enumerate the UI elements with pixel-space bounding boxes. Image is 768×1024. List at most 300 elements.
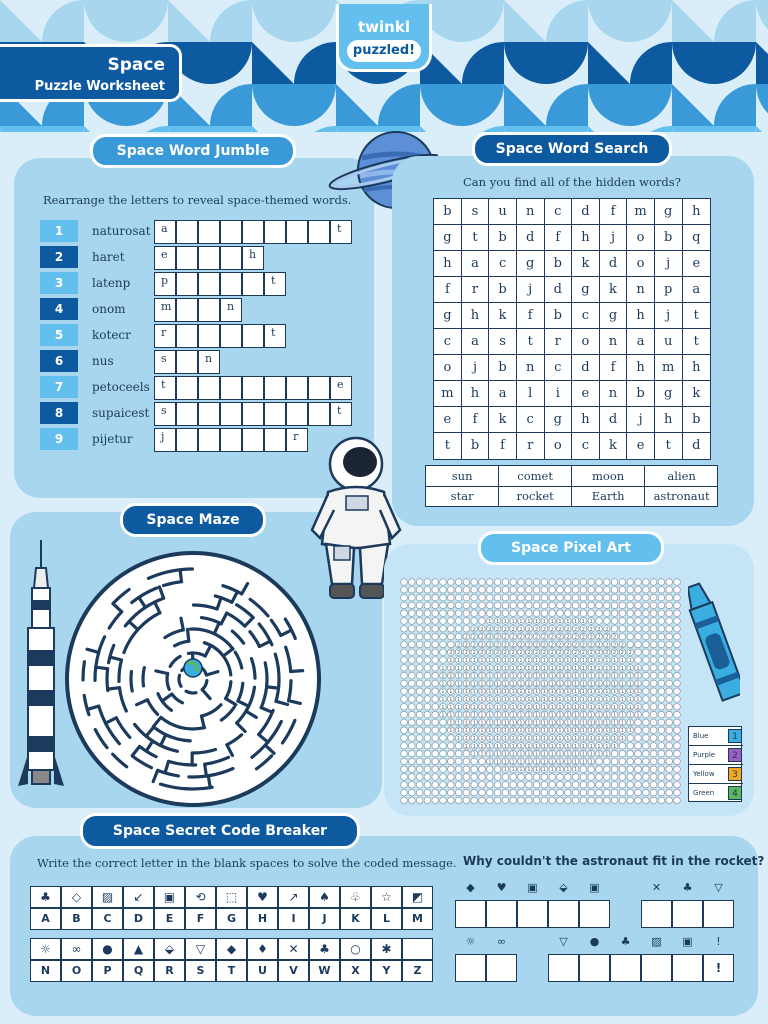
pixel-number: 1 [535,673,539,680]
jumble-answer-cell[interactable] [176,298,198,322]
code-symbol: ◩ [402,886,433,908]
wordsearch-letter[interactable]: k [600,277,628,303]
wordsearch-letter[interactable]: b [489,277,517,303]
pixel-number: 1 [511,658,515,664]
pixel-dot [432,579,439,586]
wordsearch-letter[interactable]: k [489,303,517,329]
jumble-answer-cell[interactable]: j [154,428,176,452]
wordsearch-letter[interactable]: b [462,433,490,459]
pixel-number: 1 [628,665,632,672]
wordsearch-letter[interactable]: h [572,225,600,251]
pixel-dot [471,579,478,586]
wordsearch-letter[interactable]: d [572,199,600,225]
pixel-dot [409,766,416,773]
wordsearch-letter[interactable]: l [517,381,545,407]
jumble-number: 8 [40,402,78,424]
pixel-number: 2 [597,634,601,641]
wordsearch-letter[interactable]: u [655,329,683,355]
pixel-dot [424,657,431,664]
pixel-number: 1 [503,728,507,735]
code-symbol: ♣ [309,938,340,960]
jumble-answer-cell[interactable]: t [330,220,352,244]
wordsearch-letter[interactable]: d [572,355,600,381]
answer-box[interactable] [486,954,517,982]
jumble-row [40,376,350,398]
jumble-answer-cell[interactable]: n [198,350,220,374]
wordsearch-letter[interactable]: b [627,381,655,407]
wordsearch-letter[interactable]: f [489,433,517,459]
logo-bottom-text: puzzled! [347,40,421,62]
pixel-number: 1 [605,665,609,672]
answer-box[interactable] [517,900,548,928]
pixel-dot [409,774,416,781]
pixel-dot [526,774,533,781]
wordsearch-letter[interactable]: o [572,329,600,355]
pixel-dot [580,789,587,796]
pixel-dot [549,789,556,796]
wordsearch-letter[interactable]: b [489,355,517,381]
pixel-dot [674,649,681,656]
wordsearch-letter[interactable]: c [544,355,572,381]
wordsearch-letter[interactable]: j [627,407,655,433]
answer-symbol: ▣ [682,935,693,948]
pixel-number: 1 [581,751,585,758]
pixel-dot [455,618,462,625]
code-letter: Y [371,960,402,982]
pixel-dot [533,610,540,617]
pixel-number: 1 [620,736,624,742]
pixel-dot [455,610,462,617]
jumble-answer-cell[interactable]: s [154,350,176,374]
pixel-number: 1 [558,767,562,774]
wordsearch-letter[interactable]: g [434,303,462,329]
jumble-answer-cell[interactable] [176,402,198,426]
jumble-answer-cell[interactable] [176,272,198,296]
wordsearch-letter[interactable]: c [434,329,462,355]
pixel-dot [463,797,470,804]
wordsearch-letter[interactable]: h [462,303,490,329]
wordsearch-letter[interactable]: i [544,381,572,407]
pixel-number: 1 [574,736,578,742]
wordsearch-letter[interactable]: h [655,407,683,433]
pixel-dot [658,797,665,804]
pixel-number: 1 [527,673,531,680]
pixel-number: 1 [613,704,617,711]
jumble-answer-cell[interactable] [286,220,308,244]
jumble-answer-cell[interactable] [220,272,242,296]
jumble-answer-cell[interactable] [176,220,198,244]
wordsearch-letter[interactable]: h [627,303,655,329]
pixel-number: 1 [574,704,578,711]
wordsearch-letter[interactable]: k [572,251,600,277]
wordsearch-letter[interactable]: s [462,199,490,225]
wordsearch-letter[interactable]: o [544,433,572,459]
answer-box[interactable] [672,900,703,928]
jumble-answer-cell[interactable] [220,220,242,244]
jumble-answer-cell[interactable] [308,220,330,244]
jumble-answer-cell[interactable]: h [242,246,264,270]
answer-box[interactable] [455,900,486,928]
pixel-number: 1 [457,681,461,688]
pixel-dot [409,610,416,617]
jumble-answer-cell[interactable] [286,376,308,400]
jumble-answer-cell[interactable] [242,272,264,296]
jumble-answer-cell[interactable] [308,376,330,400]
answer-box: ! [703,954,734,982]
wordsearch-letter[interactable]: k [489,407,517,433]
pixel-number: 1 [449,689,453,696]
pixel-number: 1 [550,704,554,711]
wordsearch-letter[interactable]: b [434,199,462,225]
pixel-dot [596,579,603,586]
pixel-dot [416,782,423,789]
wordsearch-letter[interactable]: t [682,329,710,355]
jumble-answer-cell[interactable] [198,298,220,322]
wordsearch-letter[interactable]: q [682,225,710,251]
jumble-answer-cell[interactable]: t [264,324,286,348]
jumble-answer-cell[interactable] [242,428,264,452]
wordsearch-letter[interactable]: e [572,381,600,407]
pixel-dot [502,594,509,601]
wordsearch-letter[interactable]: d [517,225,545,251]
pixel-dot [674,711,681,718]
code-breaker-question: Why couldn't the astronaut fit in the rocket? [463,854,765,868]
wordsearch-letter[interactable]: k [682,381,710,407]
jumble-answer-cell[interactable]: s [154,402,176,426]
wordsearch-letter[interactable]: c [544,199,572,225]
pixel-dot [666,774,673,781]
answer-box[interactable] [610,954,641,982]
pixel-dot [416,649,423,656]
wordsearch-letter[interactable]: g [434,225,462,251]
wordsearch-letter[interactable]: o [627,251,655,277]
pixel-dot [565,789,572,796]
pixel-number: 1 [574,658,578,664]
jumble-answer-cell[interactable] [220,376,242,400]
pixel-number: 2 [574,634,578,641]
pixel-number: 1 [472,673,476,680]
jumble-answer-cell[interactable] [198,246,220,270]
wordsearch-letter[interactable]: d [600,407,628,433]
wordsearch-letter[interactable]: o [434,355,462,381]
jumble-answer-cell[interactable] [264,402,286,426]
jumble-answer-cell[interactable]: r [286,428,308,452]
wordsearch-letter[interactable]: c [489,251,517,277]
pixel-dot [416,735,423,742]
wordsearch-letter[interactable]: c [572,433,600,459]
wordsearch-letter[interactable]: e [434,407,462,433]
jumble-answer-cell[interactable] [176,428,198,452]
answer-box[interactable] [548,954,579,982]
jumble-answer-cell[interactable]: n [220,298,242,322]
pixel-number: 1 [581,704,585,711]
wordsearch-letter[interactable]: u [489,199,517,225]
jumble-answer-cell[interactable] [264,376,286,400]
wordsearch-letter[interactable]: n [600,381,628,407]
pixel-dot [674,727,681,734]
pixel-number: 1 [550,751,554,758]
wordsearch-letter[interactable]: a [682,277,710,303]
answer-symbol: ▽ [714,881,723,894]
pixel-dot [658,727,665,734]
wordsearch-letter[interactable]: h [682,199,710,225]
jumble-answer-cell[interactable]: t [264,272,286,296]
answer-box[interactable] [486,900,517,928]
wordsearch-letter[interactable]: o [627,225,655,251]
jumble-answer-cell[interactable] [242,220,264,244]
answer-box[interactable] [579,900,610,928]
wordsearch-letter[interactable]: j [517,277,545,303]
pixel-dot [424,774,431,781]
wordsearch-letter[interactable]: m [627,199,655,225]
pixel-number: 1 [480,736,484,742]
pixel-number: 2 [574,642,578,649]
wordsearch-letter[interactable]: t [517,329,545,355]
jumble-answer-cell[interactable]: e [330,376,352,400]
pixel-dot [596,789,603,796]
pixel-dot [401,602,408,609]
jumble-number: 2 [40,246,78,268]
answer-box[interactable] [641,900,672,928]
pixel-dot [494,774,501,781]
wordsearch-letter[interactable]: b [489,225,517,251]
wordsearch-letter[interactable]: j [655,303,683,329]
answer-box[interactable] [455,954,486,982]
pixel-dot [627,789,634,796]
answer-box[interactable] [579,954,610,982]
pixel-dot [674,735,681,742]
pixel-dot [658,704,665,711]
wordsearch-letter[interactable]: d [692,438,701,453]
wordsearch-letter[interactable]: r [544,329,572,355]
pixel-dot [448,743,455,750]
pixel-number: 1 [441,665,445,672]
pixel-dot [448,735,455,742]
wordsearch-letter[interactable]: f [600,199,628,225]
pixel-dot [596,610,603,617]
wordsearch-letter[interactable]: h [434,251,462,277]
jumble-answer-cell[interactable] [220,402,242,426]
pixel-number: 2 [613,634,617,641]
pixel-dot [432,727,439,734]
jumble-answer-cell[interactable] [198,220,220,244]
wordsearch-letter[interactable]: h [572,407,600,433]
pixel-dot [572,774,579,781]
wordsearch-letter[interactable]: t [462,225,490,251]
pixel-number: 1 [566,704,570,711]
pixel-number: 1 [581,689,585,696]
jumble-answer-cell[interactable] [220,324,242,348]
pixel-number: 1 [457,673,461,680]
pixel-number: 2 [464,642,468,649]
jumble-answer-cell[interactable] [286,402,308,426]
pixel-dot [432,680,439,687]
pixel-number: 2 [472,642,476,649]
wordsearch-letter[interactable]: f [544,225,572,251]
maze-wall [205,764,207,776]
pixel-dot [588,594,595,601]
pixel-number: 1 [574,689,578,696]
pixel-number: 1 [472,697,476,703]
wordsearch-letter[interactable]: j [655,251,683,277]
wordsearch-letter[interactable]: p [655,277,683,303]
wordsearch-letter[interactable]: b [655,225,683,251]
jumble-answer-cell[interactable] [176,324,198,348]
wordsearch-letter[interactable]: g [655,199,683,225]
pixel-dot [666,649,673,656]
pixel-dot [502,774,509,781]
pixel-number: 1 [496,697,500,703]
pixel-dot [557,610,564,617]
answer-box[interactable] [641,954,672,982]
pixel-number: 1 [636,704,640,711]
pixel-dot [401,797,408,804]
pixel-dot [401,594,408,601]
pixel-dot [424,696,431,703]
pixel-dot [650,602,657,609]
wordsearch-letter[interactable]: a [627,329,655,355]
answer-box[interactable] [703,900,734,928]
pixel-dot [650,711,657,718]
wordsearch-letter[interactable]: e [682,251,710,277]
pixel-dot [674,758,681,765]
jumble-answer-cell[interactable] [198,376,220,400]
answer-symbol: ♥ [496,881,507,894]
wordsearch-letter[interactable]: c [517,407,545,433]
wordsearch-letter[interactable]: g [572,277,600,303]
jumble-answer-cell[interactable] [242,402,264,426]
pixel-dot [643,735,650,742]
jumble-answer-cell[interactable]: m [154,298,176,322]
wordsearch-letter[interactable]: b [544,251,572,277]
pixel-number: 1 [472,728,476,735]
wordsearch-letter[interactable]: f [462,407,490,433]
wordsearch-letter[interactable]: k [600,433,628,459]
answer-box[interactable] [672,954,703,982]
wordsearch-letter[interactable]: h [627,355,655,381]
jumble-answer-cell[interactable] [308,402,330,426]
wordsearch-letter[interactable]: g [544,407,572,433]
pixel-number: 2 [605,642,609,649]
wordsearch-letter[interactable]: h [682,355,710,381]
pixel-dot [666,641,673,648]
pixel-number: 1 [636,689,640,696]
jumble-answer-cell[interactable] [242,324,264,348]
wordsearch-letter[interactable]: t [434,433,462,459]
jumble-answer-cell[interactable] [176,376,198,400]
pixel-dot [440,618,447,625]
wordsearch-letter[interactable]: s [489,329,517,355]
pixel-number: 1 [464,665,468,672]
wordsearch-letter[interactable]: j [462,355,490,381]
wordsearch-letter[interactable]: g [517,251,545,277]
code-symbol: ♣ [30,886,61,908]
pixel-dot [643,680,650,687]
wordsearch-letter[interactable]: f [517,303,545,329]
answer-box[interactable] [548,900,579,928]
wordsearch-letter[interactable]: r [462,277,490,303]
jumble-answer-cell[interactable]: t [330,402,352,426]
pixel-dot [440,633,447,640]
jumble-answer-cell[interactable] [264,220,286,244]
wordsearch-letter[interactable]: m [655,355,683,381]
wordsearch-letter[interactable]: a [462,251,490,277]
pixel-dot [588,774,595,781]
wordsearch-letter[interactable]: d [600,251,628,277]
jumble-answer-cell[interactable]: e [154,246,176,270]
wordsearch-letter[interactable]: b [682,407,710,433]
pixel-dot [650,657,657,664]
wordsearch-letter[interactable]: m [434,381,462,407]
wordsearch-letter[interactable]: b [544,303,572,329]
code-letter: E [154,908,185,930]
wordsearch-letter[interactable]: g [600,303,628,329]
pixel-number: 2 [503,634,507,641]
wordsearch-letter[interactable]: c [572,303,600,329]
jumble-answer-cell[interactable] [220,246,242,270]
pixel-number: 1 [519,704,523,711]
jumble-answer-cell[interactable] [198,428,220,452]
pixel-dot [549,602,556,609]
pixel-dot [549,774,556,781]
pixel-dot [666,789,673,796]
wordsearch-letter[interactable]: n [517,355,545,381]
pixel-dot [416,774,423,781]
wordsearch-letter[interactable]: a [462,329,490,355]
wordsearch-letter[interactable]: j [600,225,628,251]
jumble-answer-cell[interactable] [176,246,198,270]
jumble-answer-cell[interactable] [176,350,198,374]
pixel-number: 1 [527,759,531,766]
wordsearch-letter[interactable]: e [627,433,655,459]
wordsearch-letter[interactable]: t [655,433,683,459]
pixel-dot [611,594,618,601]
pixel-number: 2 [464,650,468,657]
wordsearch-letter[interactable]: g [655,381,683,407]
wordsearch-letter[interactable]: f [600,355,628,381]
code-letter: T [216,960,247,982]
pixel-number: 1 [581,681,585,688]
pixel-dot [619,587,626,594]
jumble-answer-cell[interactable] [198,402,220,426]
pixel-dot [409,579,416,586]
wordsearch-letter[interactable]: f [434,277,462,303]
jumble-answer-cell[interactable] [264,428,286,452]
pixel-number: 1 [535,681,539,688]
pixel-dot [557,774,564,781]
wordsearch-letter[interactable]: r [517,433,545,459]
jumble-answer-cell[interactable]: r [154,324,176,348]
jumble-answer-cell[interactable] [220,428,242,452]
wordsearch-letter[interactable]: h [462,381,490,407]
wordsearch-letter[interactable]: n [600,329,628,355]
wordsearch-letter[interactable]: n [517,199,545,225]
jumble-answer-cell[interactable] [198,324,220,348]
jumble-answer-cell[interactable]: a [154,220,176,244]
jumble-answer-cell[interactable]: t [154,376,176,400]
wordsearch-letter[interactable]: d [544,277,572,303]
pixel-number: 1 [574,712,578,719]
wordsearch-letter[interactable]: a [489,381,517,407]
jumble-answer-cell[interactable]: p [154,272,176,296]
jumble-answer-cell[interactable] [198,272,220,296]
pixel-number: 2 [519,634,523,641]
jumble-answer-cell[interactable] [242,376,264,400]
pixel-dot [588,610,595,617]
wordsearch-letter[interactable]: t [682,303,710,329]
wordsearch-letter[interactable]: n [627,277,655,303]
pixel-number: 1 [535,728,539,735]
